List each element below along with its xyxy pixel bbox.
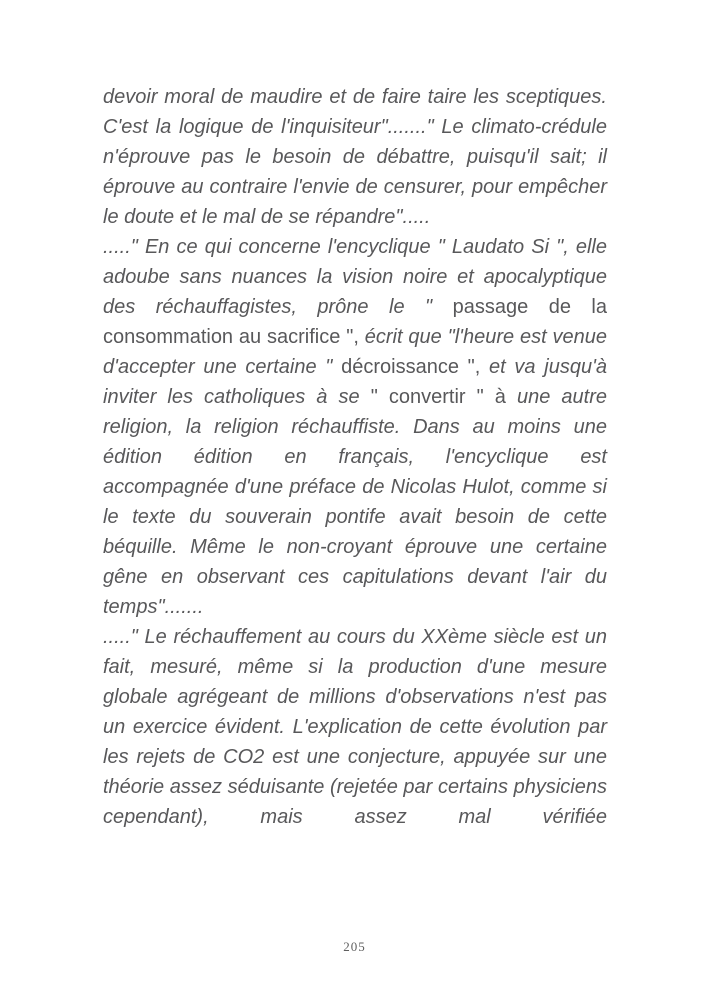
- text-segment-italic: devoir moral de maudire et de faire taire les sceptiques. C'est la logique de l'inquisiteur"......." Le climato-crédule n'éprouve pas le besoin de débattre, puisqu'il sait; il éprouve au contraire l'envie de censurer, pour empêcher le doute et le mal de se répandre".....: [103, 86, 607, 228]
- paragraph-1: [103, 82, 607, 232]
- text-segment-italic: et va jusqu'à inviter les catholiques à se: [103, 356, 608, 408]
- text-segment-italic: ....." En ce qui concerne l'encyclique " Laudato Si ", elle adoube sans nuances la vision noire et apocalyptique des réchauffagistes, prône le ": [103, 236, 607, 318]
- page-footer: [0, 938, 709, 956]
- text-segment-italic: ....." Le réchauffement au cours du XXème siècle est un fait, mesuré, même si la production d'une mesure globale agrégeant de millions d'observations n'est pas un exercice évident. L'explication de cette évolution par les rejets de CO2 est une conjecture, appuyée sur une théorie assez séduisante (rejetée par certains physiciens cependant), mais assez mal vérifiée: [103, 626, 607, 828]
- paragraph-3: [103, 622, 607, 832]
- text-segment-italic: une autre religion, la religion réchauffiste. Dans au moins une édition édition en français, l'encyclique est accompagnée d'une préface de Nicolas Hulot, comme si le texte du souverain pontife avait besoin de cette béquille. Même le non-croyant éprouve une certaine gêne en observant ces capitulations devant l'air du temps".......: [103, 386, 607, 618]
- text-block: [103, 82, 607, 832]
- text-segment-italic: écrit que "l'heure est venue d'accepter une certaine ": [103, 326, 608, 378]
- paragraph-2: [103, 232, 607, 622]
- text-segment-upright: " convertir " à: [370, 386, 506, 408]
- page-number: 205: [343, 939, 366, 954]
- text-segment-upright: passage de la consommation au sacrifice ",: [103, 296, 607, 348]
- text-segment-upright: décroissance ",: [341, 356, 481, 378]
